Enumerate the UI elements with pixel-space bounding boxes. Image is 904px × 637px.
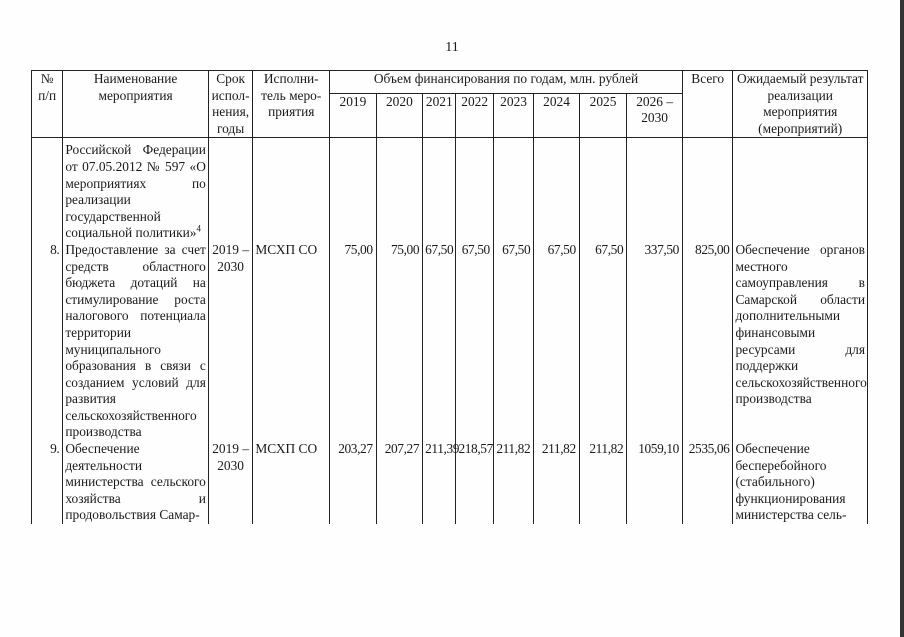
row-value: 75,00 <box>376 242 422 441</box>
header-year: 2019 <box>330 93 376 137</box>
row-term: 2019 – 2030 <box>208 242 252 441</box>
row-value: 67,50 <box>579 242 627 441</box>
header-year: 2023 <box>493 93 533 137</box>
row-result: Обеспечение бесперебойного (стабильного) функционирования министерства сель- <box>733 441 868 524</box>
row-value: 218,57 <box>456 441 493 524</box>
row-value: 67,50 <box>493 242 533 441</box>
program-activities-table <box>31 70 868 524</box>
row-name: Обеспечение деятельности министерства сельского хозяйства и продовольствия Самар- <box>63 441 209 524</box>
header-funding-group: Объем финансирования по годам, млн. рублей <box>330 71 683 94</box>
header-result: Ожидаемый результат реализации мероприятия (мероприятий) <box>733 71 868 138</box>
header-year: 2020 <box>376 93 422 137</box>
row-num: 9. <box>32 441 63 524</box>
table-row <box>32 242 868 441</box>
header-year: 2025 <box>579 93 627 137</box>
continuation-text: Российской Федерации от 07.05.2012 № 597 «О мероприятиях по реализации государственной социальной политики» <box>65 142 206 241</box>
header-row <box>32 71 868 94</box>
row-name: Предоставление за счет средств областного бюджета дотаций на стимулирование роста налогового потенциала территории муниципального образования в связи с созданием условий для развития сельскохозяйственного производства <box>63 242 209 441</box>
row-value: 67,50 <box>456 242 493 441</box>
header-name: Наименование мероприятия <box>63 71 209 138</box>
header-total: Всего <box>682 71 733 138</box>
scan-edge <box>900 0 904 637</box>
table-row <box>32 441 868 524</box>
header-year: 2024 <box>534 93 579 137</box>
row-total: 825,00 <box>682 242 733 441</box>
row-total: 2535,06 <box>682 441 733 524</box>
continuation-row <box>32 141 868 242</box>
row-value: 67,50 <box>534 242 579 441</box>
row-value: 75,00 <box>330 242 376 441</box>
header-term: Срок испол-нения, годы <box>208 71 252 138</box>
row-value: 203,27 <box>330 441 376 524</box>
row-num: 8. <box>32 242 63 441</box>
footnote-marker: 4 <box>196 223 201 234</box>
header-year: 2022 <box>456 93 493 137</box>
row-term: 2019 – 2030 <box>208 441 252 524</box>
header-executor: Исполни-тель меро-приятия <box>253 71 330 138</box>
row-value: 67,50 <box>423 242 456 441</box>
row-value: 207,27 <box>376 441 422 524</box>
row-value: 211,82 <box>534 441 579 524</box>
continuation-cell <box>63 141 209 242</box>
row-result: Обеспечение органов местного самоуправления в Самарской области дополнительными финансовыми ресурсами для поддержки сельскохозяйственного производства <box>733 242 868 441</box>
header-num: № п/п <box>32 71 63 138</box>
page-number: 11 <box>445 40 459 55</box>
header-year: 2021 <box>423 93 456 137</box>
row-value: 211,39 <box>423 441 456 524</box>
row-value: 211,82 <box>579 441 627 524</box>
row-value: 1059,10 <box>627 441 683 524</box>
header-year: 2026 – 2030 <box>627 93 683 137</box>
row-value: 211,82 <box>493 441 533 524</box>
row-executor: МСХП СО <box>253 441 330 524</box>
row-value: 337,50 <box>627 242 683 441</box>
row-executor: МСХП СО <box>253 242 330 441</box>
